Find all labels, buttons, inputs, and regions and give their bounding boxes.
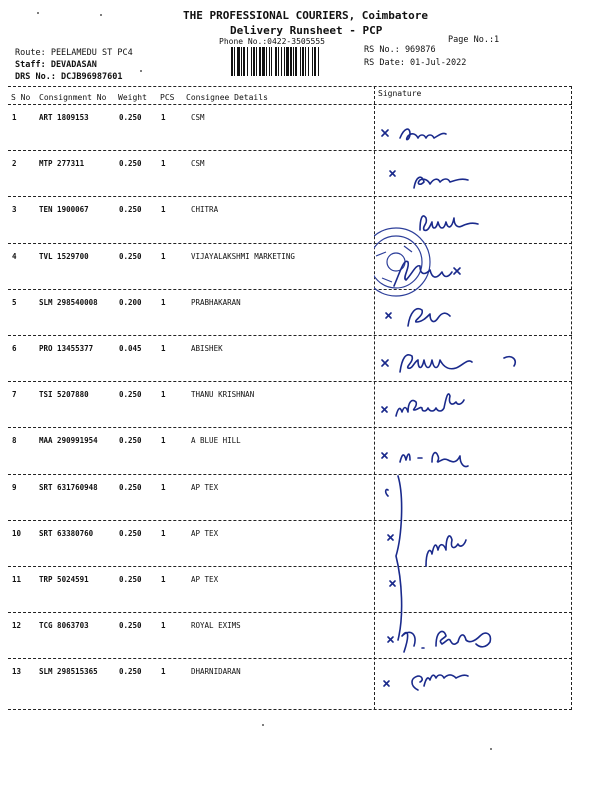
scan-speck bbox=[100, 14, 102, 16]
scan-speck bbox=[140, 70, 142, 72]
row-sno: 4 bbox=[12, 251, 17, 261]
row-consignee: ROYAL EXIMS bbox=[191, 621, 241, 631]
row-consignee: CSM bbox=[191, 113, 205, 122]
row-weight: 0.250 bbox=[119, 528, 142, 538]
rs-date: RS Date: 01-Jul-2022 bbox=[364, 58, 467, 68]
route-label: Route: PEELAMEDU ST PC4 bbox=[15, 48, 133, 58]
barcode-bar bbox=[302, 47, 304, 76]
barcode-bar bbox=[300, 47, 301, 76]
row-sno: 12 bbox=[12, 621, 22, 631]
barcode-bar bbox=[262, 47, 265, 76]
row-sno: 7 bbox=[12, 390, 17, 400]
barcode-bar bbox=[293, 47, 294, 76]
scan-speck bbox=[490, 748, 492, 750]
row-consignee: A BLUE HILL bbox=[191, 436, 241, 446]
row-pcs: 1 bbox=[161, 575, 166, 584]
scan-speck bbox=[37, 12, 39, 14]
row-pcs: 1 bbox=[161, 297, 166, 307]
signature-row-8 bbox=[382, 453, 468, 467]
row-pcs: 1 bbox=[161, 344, 166, 353]
row-consignment: TEN 1900067 bbox=[39, 205, 89, 215]
barcode-bar bbox=[231, 47, 233, 76]
row-pcs: 1 bbox=[161, 251, 166, 261]
row-consignment: TSI 5207880 bbox=[39, 390, 89, 400]
row-weight: 0.250 bbox=[119, 113, 142, 122]
row-sno: 2 bbox=[12, 159, 17, 169]
row-weight: 0.250 bbox=[119, 251, 142, 261]
row-pcs: 1 bbox=[161, 159, 166, 169]
row-consignment: MTP 277311 bbox=[39, 159, 85, 169]
signature-row-3 bbox=[420, 216, 478, 230]
barcode-bar bbox=[256, 47, 257, 76]
row-consignee: ABISHEK bbox=[191, 344, 223, 353]
row-weight: 0.250 bbox=[119, 575, 142, 584]
row-consignee: DHARNIDARAN bbox=[191, 667, 241, 677]
row-consignee: VIJAYALAKSHMI MARKETING bbox=[191, 251, 295, 261]
row-pcs: 1 bbox=[161, 621, 166, 631]
row-consignment: SLM 298515365 bbox=[39, 667, 98, 677]
row-sno: 9 bbox=[12, 482, 17, 492]
row-pcs: 1 bbox=[161, 667, 166, 677]
barcode-bar bbox=[286, 47, 289, 76]
row-weight: 0.250 bbox=[119, 436, 142, 446]
row-weight: 0.250 bbox=[119, 667, 142, 677]
column-header-signature: Signature bbox=[378, 89, 422, 98]
signature-row-6 bbox=[382, 355, 515, 372]
signature-row-2 bbox=[390, 171, 468, 188]
row-consignment: TRP 5024591 bbox=[39, 575, 89, 584]
row-consignment: SRT 631760948 bbox=[39, 482, 98, 492]
barcode bbox=[231, 47, 359, 76]
barcode-bar bbox=[295, 47, 297, 76]
company-title: THE PROFESSIONAL COURIERS, Coimbatore bbox=[183, 9, 429, 22]
row-weight: 0.045 bbox=[119, 344, 142, 353]
barcode-bar bbox=[271, 47, 272, 76]
barcode-bar bbox=[269, 47, 270, 76]
row-consignment: SRT 63380760 bbox=[39, 528, 94, 538]
row-sno: 6 bbox=[12, 344, 17, 353]
column-header-sno: S No bbox=[11, 93, 31, 102]
row-consignment: SLM 298540008 bbox=[39, 297, 98, 307]
barcode-bar bbox=[308, 47, 309, 76]
row-consignee: THANU KRISHNAN bbox=[191, 390, 255, 400]
barcode-bar bbox=[314, 47, 316, 76]
barcode-bar bbox=[305, 47, 306, 76]
row-weight: 0.250 bbox=[119, 205, 142, 215]
row-weight: 0.250 bbox=[119, 482, 142, 492]
row-consignee: AP TEX bbox=[191, 528, 219, 538]
barcode-bar bbox=[281, 47, 282, 76]
row-sno: 5 bbox=[12, 297, 17, 307]
barcode-bar bbox=[243, 47, 245, 76]
page-number: Page No.:1 bbox=[448, 35, 500, 45]
row-pcs: 1 bbox=[161, 528, 166, 538]
signature-row-12 bbox=[388, 631, 490, 652]
row-consignment: ART 1809153 bbox=[39, 113, 89, 122]
delivery-stamp bbox=[374, 228, 430, 296]
barcode-bar bbox=[290, 47, 292, 76]
row-consignee: AP TEX bbox=[191, 482, 219, 492]
row-pcs: 1 bbox=[161, 113, 166, 122]
barcode-bar bbox=[284, 47, 285, 76]
row-pcs: 1 bbox=[161, 482, 166, 492]
signature-row-1 bbox=[382, 129, 446, 140]
runsheet-subtitle: Delivery Runsheet - PCP bbox=[230, 24, 383, 37]
barcode-bar bbox=[278, 47, 279, 76]
row-consignee: CHITRA bbox=[191, 205, 219, 215]
staff-label: Staff: DEVADASAN bbox=[15, 60, 97, 70]
barcode-bar bbox=[318, 47, 319, 76]
row-pcs: 1 bbox=[161, 205, 166, 215]
drs-number: DRS No.: DCJB96987601 bbox=[15, 72, 123, 82]
row-consignment: MAA 290991954 bbox=[39, 436, 98, 446]
barcode-bar bbox=[266, 47, 267, 76]
barcode-bar bbox=[234, 47, 235, 76]
phone-number: Phone No.:0422-3505555 bbox=[219, 37, 325, 46]
row-consignee: CSM bbox=[191, 159, 205, 169]
scan-speck bbox=[262, 724, 264, 726]
row-consignee: AP TEX bbox=[191, 575, 219, 584]
row-consignment: TCG 8063703 bbox=[39, 621, 89, 631]
row-weight: 0.200 bbox=[119, 297, 142, 307]
barcode-bar bbox=[251, 47, 252, 76]
row-pcs: 1 bbox=[161, 436, 166, 446]
column-header-weight: Weight bbox=[118, 93, 147, 102]
row-consignment: PRO 13455377 bbox=[39, 344, 94, 353]
row-sno: 3 bbox=[12, 205, 17, 215]
barcode-bar bbox=[312, 47, 313, 76]
row-consignee: PRABHAKARAN bbox=[191, 297, 241, 307]
signature-area bbox=[374, 86, 572, 710]
signature-row-5 bbox=[386, 309, 450, 326]
column-header-consignee: Consignee Details bbox=[186, 93, 268, 102]
barcode-bar bbox=[247, 47, 248, 76]
row-sno: 10 bbox=[12, 528, 22, 538]
signature-row-13 bbox=[384, 675, 468, 690]
row-sno: 1 bbox=[12, 113, 17, 122]
signature-row-7 bbox=[382, 394, 464, 416]
rs-number: RS No.: 969876 bbox=[364, 45, 436, 55]
row-consignment: TVL 1529700 bbox=[39, 251, 89, 261]
row-sno: 8 bbox=[12, 436, 17, 446]
row-sno: 11 bbox=[12, 575, 22, 584]
column-header-pcs: PCS bbox=[160, 93, 175, 102]
barcode-bar bbox=[241, 47, 242, 76]
row-sno: 13 bbox=[12, 667, 22, 677]
barcode-bar bbox=[253, 47, 255, 76]
barcode-bar bbox=[259, 47, 261, 76]
row-weight: 0.250 bbox=[119, 621, 142, 631]
barcode-bar bbox=[275, 47, 277, 76]
row-weight: 0.250 bbox=[119, 390, 142, 400]
signature-rows-9-11 bbox=[386, 476, 466, 640]
column-header-consignment: Consignment No bbox=[39, 93, 107, 102]
barcode-bar bbox=[237, 47, 240, 76]
row-pcs: 1 bbox=[161, 390, 166, 400]
row-weight: 0.250 bbox=[119, 159, 142, 169]
